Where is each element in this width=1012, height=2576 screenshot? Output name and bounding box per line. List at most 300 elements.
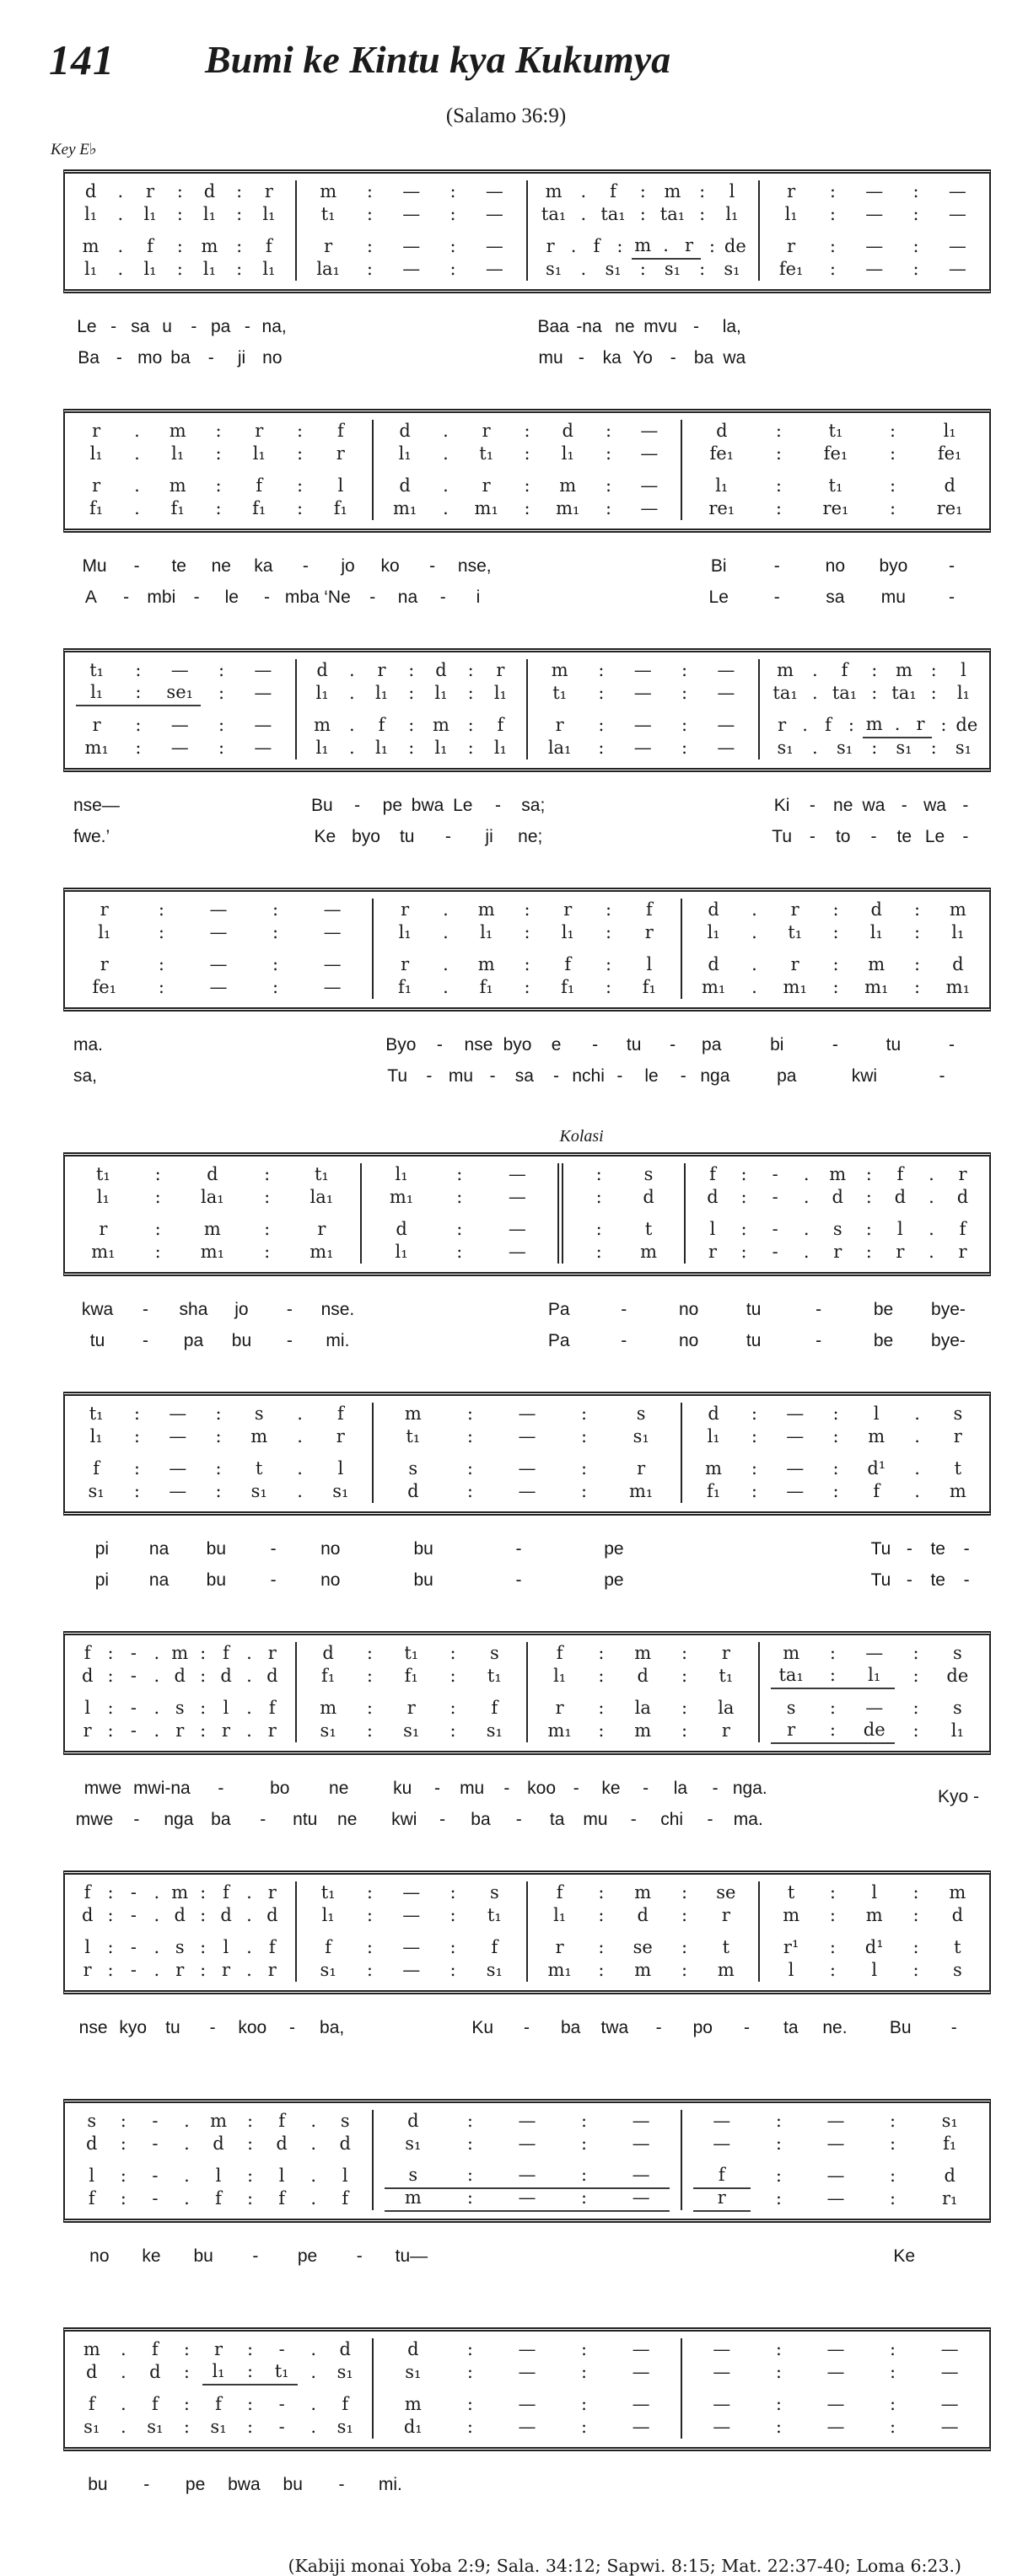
voice-line	[385, 899, 670, 921]
solfa-token: f	[709, 1164, 716, 1184]
solfa-token: nse—	[73, 796, 120, 815]
solfa-token: r	[787, 236, 796, 256]
solfa-token: :	[708, 236, 715, 256]
solfa-token: l	[873, 1403, 880, 1424]
solfa-token: Tu	[772, 827, 792, 846]
voice-line	[693, 1480, 978, 1503]
solfa-token: —	[402, 1937, 421, 1957]
voice-line	[373, 1163, 546, 1186]
solfa-token: :	[681, 715, 688, 735]
solfa-token: ta₁	[891, 683, 917, 703]
voice-line	[76, 2133, 361, 2155]
solfa-token: :	[200, 1937, 207, 1957]
solfa-token: .	[663, 235, 669, 255]
solfa-token: t₁	[487, 1666, 502, 1686]
solfa-token: r	[916, 714, 925, 734]
solfa-token: koo	[238, 2018, 267, 2037]
solfa-token: :	[890, 443, 896, 464]
solfa-token: r	[790, 899, 799, 920]
solfa-token: .	[751, 977, 757, 997]
solfa-token: mwe	[83, 1779, 122, 1798]
slur-underline-group	[385, 2164, 670, 2189]
solfa-token: l₁	[212, 2361, 225, 2381]
solfa-token: :	[912, 1720, 919, 1741]
solfa-token: r	[778, 715, 787, 735]
solfa-token: r	[555, 715, 564, 735]
voice-line	[539, 1959, 747, 1982]
solfa-token: f	[342, 2394, 349, 2414]
solfa-token: d	[84, 181, 97, 201]
solfa-token: nse	[464, 1035, 493, 1055]
solfa-token: l₁	[561, 443, 574, 464]
solfa-token: -	[130, 1937, 137, 1957]
voice-line	[76, 2361, 361, 2384]
solfa-token: :	[524, 899, 530, 920]
solfa-token: :	[524, 977, 530, 997]
solfa-token: :	[449, 204, 456, 224]
solfa-token: i	[476, 588, 481, 607]
solfa-token: —	[640, 421, 659, 441]
solfa-token: na	[397, 588, 418, 607]
solfa-token: :	[366, 1698, 373, 1718]
solfa-token: —	[254, 738, 272, 758]
solfa-token: kwi	[391, 1810, 417, 1829]
solfa-token: -	[832, 1035, 838, 1055]
solfa-token: -	[680, 1066, 686, 1086]
solfa-token: .	[310, 2165, 317, 2186]
solfa-token: d	[213, 2133, 224, 2154]
solfa-token: :	[912, 204, 919, 224]
solfa-token: l	[84, 1698, 91, 1718]
voice-line	[76, 1241, 349, 1264]
solfa-token: -	[286, 1331, 293, 1350]
solfa-token: :	[681, 1905, 688, 1925]
solfa-token: :	[871, 660, 878, 680]
solfa-token: -	[152, 2133, 159, 2154]
solfa-token: nse,	[457, 556, 492, 576]
lyric-line	[65, 550, 989, 582]
solfa-token: chi	[660, 1810, 684, 1829]
lyric-line	[65, 1294, 989, 1325]
measure	[557, 1163, 685, 1264]
solfa-token: -	[130, 1666, 137, 1686]
solfa-token: :	[681, 1666, 688, 1686]
solfa-token: -	[130, 1643, 137, 1663]
solfa-token: :	[832, 1426, 839, 1446]
measure	[65, 1403, 372, 1503]
solfa-token: :	[832, 899, 839, 920]
solfa-token: :	[449, 1698, 456, 1718]
solfa-token: l	[646, 954, 653, 974]
solfa-token: l₁	[84, 259, 98, 279]
solfa-token: f	[266, 236, 272, 256]
solfa-token: .	[929, 1164, 934, 1184]
system-4	[63, 888, 991, 1092]
solfa-token: s₁	[896, 738, 912, 758]
solfa-token: r	[721, 1905, 730, 1925]
system-1	[63, 169, 991, 373]
solfa-token: ba,	[320, 2018, 345, 2037]
voice-line	[539, 1665, 747, 1688]
solfa-token: -	[655, 2018, 662, 2037]
solfa-token: —	[323, 899, 342, 920]
solfa-token: —	[209, 954, 228, 974]
solfa-token: :	[775, 2339, 782, 2359]
voice-line	[771, 1642, 979, 1665]
solfa-token: r	[721, 1720, 730, 1741]
voice-line	[385, 2165, 670, 2187]
solfa-token: .	[914, 1403, 920, 1424]
lyric-cell	[681, 550, 989, 582]
solfa-token: :	[581, 2133, 588, 2154]
solfa-token: f	[88, 2188, 95, 2208]
solfa-token: :	[236, 204, 243, 224]
solfa-token: re₁	[708, 498, 735, 518]
solfa-token: t₁	[95, 1164, 110, 1184]
solfa-token: :	[912, 1960, 919, 1980]
solfa-token: —	[254, 660, 272, 680]
solfa-token: .	[580, 259, 587, 279]
solfa-token: -	[130, 1720, 137, 1741]
solfa-token: s	[952, 1960, 962, 1980]
solfa-token: :	[467, 683, 474, 703]
solfa-token: —	[632, 2187, 650, 2208]
solfa-token: :	[408, 738, 415, 758]
solfa-token: d	[407, 2111, 419, 2131]
voice-line	[76, 1936, 284, 1959]
solfa-token: ba	[693, 348, 714, 368]
solfa-token: .	[310, 2394, 317, 2414]
solfa-token: :	[740, 1219, 747, 1239]
solfa-token: :	[890, 498, 896, 518]
solfa-token: :	[135, 682, 142, 702]
solfa-token: sa	[131, 317, 150, 336]
voice-line	[771, 737, 979, 759]
voice-line	[771, 1665, 979, 1688]
solfa-token: :	[218, 715, 225, 735]
lyric-cell	[758, 790, 989, 821]
solfa-token: r	[685, 235, 694, 255]
solfa-token: :	[236, 259, 243, 279]
voice-line	[76, 2416, 361, 2439]
solfa-token: l₁	[395, 1164, 408, 1184]
solfa-token: r	[92, 421, 101, 441]
solfa-token: ne;	[518, 827, 543, 846]
solfa-token: wa	[862, 796, 886, 815]
solfa-token: :	[200, 1960, 207, 1980]
solfa-token: :	[775, 2165, 782, 2186]
solfa-token: Le	[77, 317, 97, 336]
solfa-token: :	[751, 1403, 757, 1424]
measure	[758, 1642, 990, 1742]
solfa-token: -	[152, 2188, 159, 2208]
measure	[526, 659, 758, 759]
solfa-token: f	[83, 1643, 91, 1663]
solfa-token: —	[485, 259, 503, 279]
voice-line	[693, 899, 978, 921]
system-5	[63, 1127, 991, 1356]
voice-line	[76, 714, 284, 737]
solfa-token: :	[215, 1426, 222, 1446]
solfa-token: :	[247, 2133, 254, 2154]
solfa-token: -	[433, 1779, 440, 1798]
solfa-token: —	[717, 715, 735, 735]
solfa-token: .	[310, 2133, 317, 2154]
solfa-token: f	[342, 2188, 349, 2208]
solfa-token: —	[323, 922, 342, 942]
voice-line	[76, 1425, 361, 1448]
solfa-token: s	[786, 1698, 796, 1718]
solfa-token: .	[134, 498, 140, 518]
solfa-token: f	[278, 2111, 286, 2131]
voice-line	[693, 921, 978, 944]
solfa-token: —	[209, 977, 228, 997]
solfa-token: :	[247, 2339, 254, 2359]
solfa-token: m	[477, 954, 495, 974]
lyric-cell	[65, 2241, 446, 2272]
solfa-token: m	[865, 714, 883, 734]
solfa-token: m₁	[392, 498, 417, 518]
voice-line	[539, 258, 747, 281]
solfa-token: no	[320, 1539, 341, 1559]
solfa-token: r	[787, 1720, 796, 1740]
solfa-token: bo	[270, 1779, 290, 1798]
solfa-token: .	[570, 236, 577, 256]
solfa-token: ke	[601, 1779, 621, 1798]
solfa-token: :	[699, 259, 706, 279]
solfa-token: :	[890, 475, 896, 496]
solfa-token: d	[396, 1219, 407, 1239]
voice-line	[76, 1480, 361, 1503]
solfa-token: :	[890, 2362, 896, 2382]
solfa-token: ka	[254, 556, 273, 576]
solfa-token: r	[324, 236, 333, 256]
solfa-token: :	[595, 1187, 602, 1207]
solfa-token: f₁	[321, 1666, 336, 1686]
solfa-token: la₁	[547, 738, 572, 758]
solfa-token: —	[717, 660, 735, 680]
solfa-token: s	[340, 2111, 350, 2131]
solfa-token: .	[443, 977, 449, 997]
solfa-token: -	[592, 1035, 599, 1055]
staff-box	[63, 648, 991, 772]
solfa-token: f₁	[89, 498, 104, 518]
hymn-subtitle: (Salamo 36:9)	[445, 105, 567, 127]
solfa-token: :	[639, 181, 646, 201]
solfa-token: m	[545, 181, 563, 201]
solfa-token: la₁	[316, 259, 340, 279]
solfa-token: —	[865, 259, 884, 279]
solfa-token: :	[466, 2165, 473, 2185]
solfa-token: la	[673, 1779, 688, 1798]
solfa-token: —	[323, 954, 342, 974]
solfa-token: :	[366, 1960, 373, 1980]
staff-box	[63, 1870, 991, 1994]
solfa-token: —	[717, 738, 735, 758]
slur-underline-group	[771, 1664, 896, 1689]
voice-line	[76, 203, 284, 226]
solfa-token: d	[266, 1905, 278, 1925]
solfa-token: :	[829, 1720, 836, 1740]
voice-line	[308, 714, 516, 737]
solfa-token: :	[598, 1666, 605, 1686]
solfa-token: m	[201, 236, 218, 256]
voice-line	[771, 203, 979, 226]
solfa-token: —	[518, 2165, 536, 2185]
solfa-token: :	[215, 421, 222, 441]
solfa-token: :	[581, 2339, 588, 2359]
voice-line	[693, 2110, 978, 2133]
solfa-token: f	[223, 1643, 229, 1663]
solfa-token: -	[369, 588, 376, 607]
solfa-token: ta₁	[541, 204, 567, 224]
solfa-token: -	[130, 1882, 137, 1902]
measure	[758, 659, 990, 759]
voice-line	[539, 1904, 747, 1927]
solfa-token: —	[640, 443, 659, 464]
solfa-token: -	[439, 588, 446, 607]
solfa-token: —	[169, 1426, 187, 1446]
solfa-token: d	[207, 1164, 218, 1184]
solfa-token: :	[890, 2188, 896, 2208]
solfa-token: Yo	[632, 348, 653, 368]
solfa-token: .	[580, 204, 587, 224]
solfa-token: d	[339, 2133, 351, 2154]
solfa-token: d	[339, 2339, 351, 2359]
solfa-token: bu	[413, 1539, 433, 1559]
solfa-token: pi	[94, 1570, 110, 1590]
solfa-token: l₁	[784, 204, 798, 224]
solfa-token: re₁	[822, 498, 849, 518]
solfa-token: pe	[297, 2246, 318, 2266]
solfa-token: m	[949, 1481, 966, 1501]
solfa-token: s₁	[210, 2417, 227, 2437]
solfa-token: pa	[210, 317, 231, 336]
solfa-token: ne	[615, 317, 635, 336]
solfa-token: :	[449, 1960, 456, 1980]
lyric-cell	[681, 582, 989, 613]
solfa-token: r	[317, 1219, 326, 1239]
solfa-token: l₁	[398, 922, 412, 942]
solfa-token: -	[939, 1066, 945, 1086]
solfa-token: :	[215, 475, 222, 496]
solfa-token: l₁	[98, 922, 111, 942]
solfa-token: m	[559, 475, 577, 496]
voice-line	[385, 2338, 670, 2361]
lyric-cell	[518, 1294, 989, 1325]
lyric-cell	[373, 1029, 739, 1060]
voice-line	[76, 2393, 361, 2416]
solfa-token: t	[722, 1937, 730, 1957]
solfa-token: ke	[142, 2246, 161, 2266]
solfa-token: t₁	[479, 443, 494, 464]
solfa-token: -	[772, 1219, 778, 1239]
voice-line	[76, 1186, 349, 1209]
staff-box	[63, 1392, 991, 1516]
solfa-token: r	[953, 1426, 962, 1446]
solfa-token: r	[92, 475, 101, 496]
solfa-token: t	[954, 1937, 961, 1957]
solfa-token: s	[489, 1882, 499, 1902]
lyric-line	[65, 2241, 989, 2272]
solfa-token: .	[246, 1698, 252, 1718]
solfa-token: A	[84, 588, 97, 607]
solfa-token: :	[832, 1458, 839, 1479]
solfa-token: :	[699, 204, 706, 224]
solfa-token: f₁	[479, 977, 493, 997]
solfa-token: f₁	[398, 977, 412, 997]
solfa-token: s	[87, 2111, 97, 2131]
solfa-token: d	[951, 1905, 964, 1925]
solfa-token: :	[183, 2339, 190, 2359]
solfa-token: :	[524, 922, 530, 942]
solfa-token: —	[518, 2417, 536, 2437]
measure	[526, 1642, 758, 1742]
solfa-token: -	[495, 796, 502, 815]
solfa-token: —	[786, 1458, 805, 1479]
solfa-token: —	[323, 977, 342, 997]
solfa-token: —	[402, 1882, 421, 1902]
solfa-token: l₁	[493, 738, 507, 758]
solfa-token: :	[871, 738, 878, 758]
solfa-token: :	[606, 922, 612, 942]
solfa-token: —	[402, 181, 421, 201]
solfa-token: -	[110, 317, 117, 336]
solfa-token: :	[366, 181, 373, 201]
solfa-token: d	[81, 1905, 94, 1925]
solfa-token: .	[153, 1905, 160, 1925]
solfa-token: d	[707, 1187, 719, 1207]
voice-line	[539, 659, 747, 682]
solfa-token: s₁	[724, 259, 740, 279]
solfa-token: :	[466, 2417, 473, 2437]
lyric-cell	[518, 1325, 989, 1356]
solfa-token: -	[302, 556, 309, 576]
solfa-token: t₁	[320, 1882, 336, 1902]
solfa-token: :	[215, 1458, 222, 1479]
solfa-token: —	[508, 1219, 526, 1239]
solfa-token: ma.	[733, 1810, 763, 1829]
staff-box	[63, 1152, 991, 1276]
measure	[65, 1642, 295, 1742]
voice-line	[771, 1720, 979, 1742]
solfa-token: :	[865, 1187, 872, 1207]
solfa-token: :	[865, 1242, 872, 1262]
staff-box	[63, 1631, 991, 1755]
voice-line	[771, 682, 979, 705]
solfa-token: :	[247, 2165, 254, 2186]
solfa-token: la₁	[201, 1187, 224, 1207]
solfa-token: l₁	[374, 683, 389, 703]
solfa-token: ta₁	[659, 204, 686, 224]
solfa-token: ta₁	[778, 1665, 804, 1685]
solfa-token: r	[222, 1960, 231, 1980]
solfa-token: -	[553, 1066, 560, 1086]
solfa-token: -	[616, 1066, 623, 1086]
lyric-line	[65, 821, 989, 852]
solfa-token: de	[946, 1666, 969, 1686]
solfa-token: l	[223, 1937, 229, 1957]
solfa-token: ta₁	[832, 683, 858, 703]
solfa-token: —	[713, 2417, 731, 2437]
solfa-token: f	[491, 1698, 498, 1718]
solfa-token: :	[467, 715, 474, 735]
solfa-token: .	[246, 1960, 252, 1980]
solfa-token: Ke	[314, 827, 336, 846]
solfa-token: ne	[329, 1779, 349, 1798]
solfa-token: —	[786, 1403, 805, 1424]
solfa-token: la	[634, 1698, 651, 1718]
